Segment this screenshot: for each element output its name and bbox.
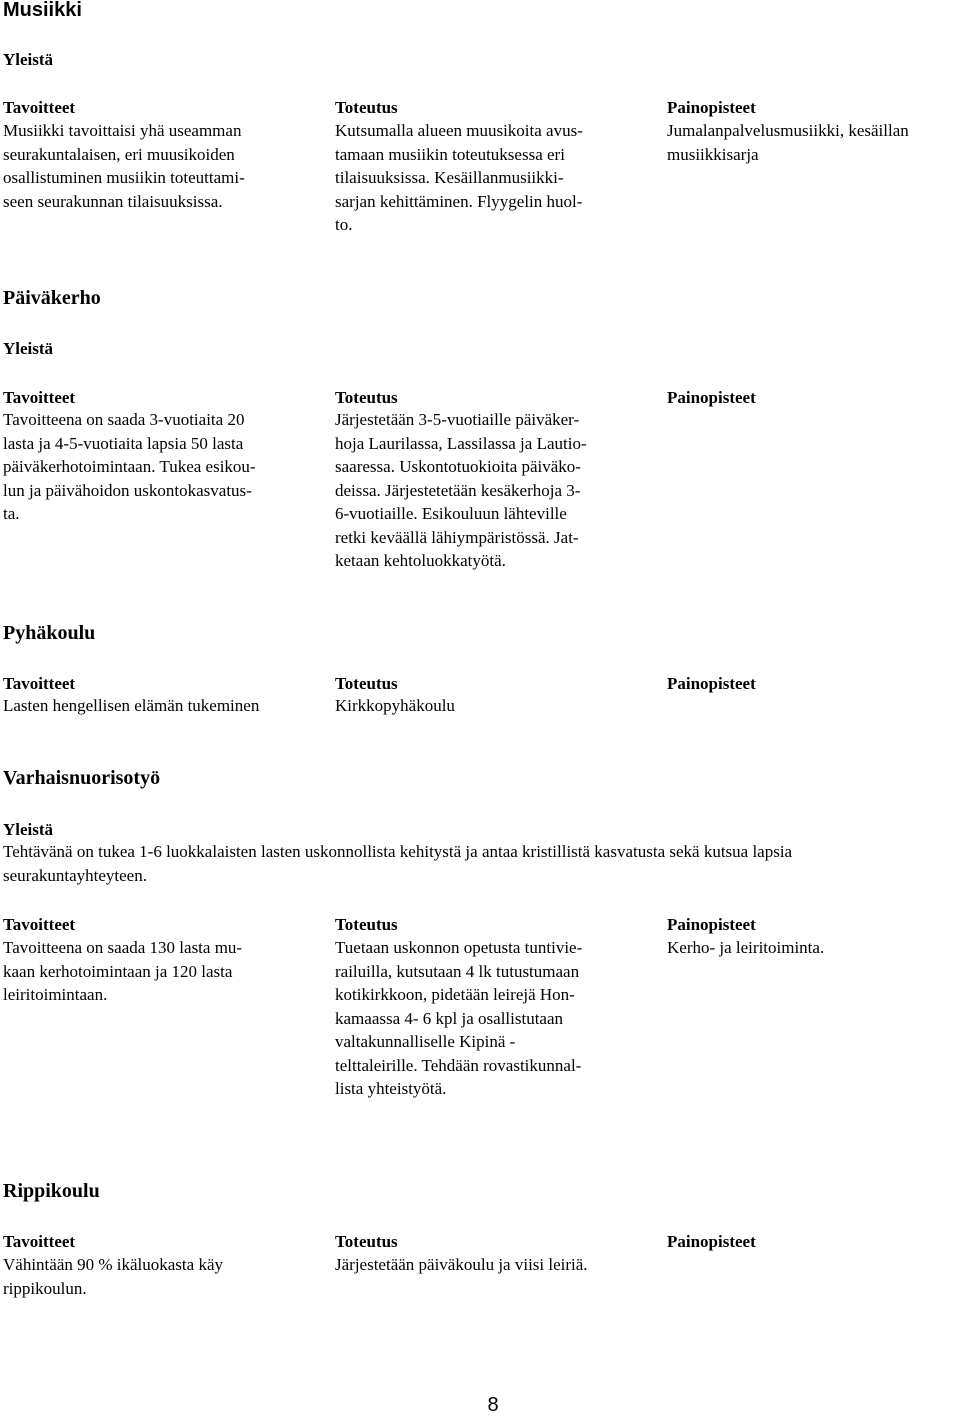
section-title-pyhakoulu: Pyhäkoulu bbox=[3, 622, 96, 644]
text-line: Musiikki tavoittaisi yhä useamman bbox=[3, 121, 242, 140]
painopisteet-header-musiikki: Painopisteet bbox=[667, 98, 756, 117]
tavoitteet-header-musiikki: Tavoitteet bbox=[3, 98, 76, 117]
text-line: Kutsumalla alueen muusikoita avus- bbox=[335, 121, 583, 140]
text-line: Tavoitteena on saada 3-vuotiaita 20 bbox=[3, 410, 245, 429]
text-line: tilaisuuksissa. Kesäillanmusiikki- bbox=[335, 168, 564, 187]
yleista-text-varhaisnuorisotyo bbox=[3, 840, 792, 887]
toteutus-header-paivakerho: Toteutus bbox=[335, 388, 398, 407]
text-line: Lasten hengellisen elämän tukeminen bbox=[3, 696, 260, 715]
painopisteet-header-paivakerho: Painopisteet bbox=[667, 388, 756, 407]
text-line: telttaleirille. Tehdään rovastikunnal- bbox=[335, 1055, 582, 1075]
text-line: valtakunnalliselle Kipinä - bbox=[335, 1032, 516, 1051]
text-line: musiikkisarja bbox=[667, 144, 759, 164]
toteutus-header-pyhakoulu: Toteutus bbox=[335, 674, 398, 693]
toteutus-header-musiikki: Toteutus bbox=[335, 98, 398, 117]
text-line: ta. bbox=[3, 504, 20, 523]
text-line: deissa. Järjestetetään kesäkerhoja 3- bbox=[335, 480, 581, 500]
yleista-label-musiikki: Yleistä bbox=[3, 50, 54, 69]
text-line: Vähintään 90 % ikäluokasta käy bbox=[3, 1255, 223, 1274]
text-line: sarjan kehittäminen. Flyygelin huol- bbox=[335, 191, 583, 211]
text-line: retki keväällä lähiympäristössä. Jat- bbox=[335, 527, 579, 547]
text-line: hoja Laurilassa, Lassilassa ja Lautio- bbox=[335, 433, 587, 453]
text-line: osallistuminen musiikin toteuttami- bbox=[3, 168, 245, 187]
section-title-paivakerho: Päiväkerho bbox=[3, 287, 101, 309]
painopisteet-header-varhaisnuorisotyo: Painopisteet bbox=[667, 915, 756, 934]
text-line: kaan kerhotoimintaan ja 120 lasta bbox=[3, 961, 233, 981]
tavoitteet-header-pyhakoulu: Tavoitteet bbox=[3, 674, 76, 693]
yleista-label-paivakerho: Yleistä bbox=[3, 339, 54, 358]
painopisteet-text-varhaisnuorisotyo bbox=[667, 936, 824, 960]
tavoitteet-header-rippikoulu: Tavoitteet bbox=[3, 1232, 76, 1251]
toteutus-header-varhaisnuorisotyo: Toteutus bbox=[335, 915, 398, 934]
painopisteet-text-musiikki bbox=[667, 119, 909, 166]
text-line: rippikoulun. bbox=[3, 1278, 87, 1298]
tavoitteet-text-rippikoulu bbox=[3, 1253, 223, 1300]
text-line: päiväkerhotoimintaan. Tukea esikou- bbox=[3, 457, 256, 476]
text-line: tamaan musiikin toteutuksessa eri bbox=[335, 144, 565, 164]
yleista-label-varhaisnuorisotyo: Yleistä bbox=[3, 820, 54, 839]
text-line: saaressa. Uskontotuokioita päiväko- bbox=[335, 457, 581, 476]
text-line: to. bbox=[335, 215, 353, 234]
text-line: Jumalanpalvelusmusiikki, kesäillan bbox=[667, 121, 909, 140]
text-line: Tuetaan uskonnon opetusta tuntivie- bbox=[335, 938, 583, 957]
text-line: 6-vuotiaille. Esikouluun lähteville bbox=[335, 504, 567, 523]
section-title-varhaisnuorisotyo: Varhaisnuorisotyö bbox=[3, 767, 161, 789]
text-line: seurakuntalaisen, eri muusikoiden bbox=[3, 144, 235, 164]
page-number: 8 bbox=[487, 1394, 499, 1416]
toteutus-text-paivakerho bbox=[335, 408, 587, 573]
text-line: leiritoimintaan. bbox=[3, 985, 108, 1004]
text-line: railuilla, kutsutaan 4 lk tutustumaan bbox=[335, 961, 580, 981]
toteutus-header-rippikoulu: Toteutus bbox=[335, 1232, 398, 1251]
text-line: ketaan kehtoluokkatyötä. bbox=[335, 551, 506, 570]
painopisteet-header-pyhakoulu: Painopisteet bbox=[667, 674, 756, 693]
tavoitteet-header-varhaisnuorisotyo: Tavoitteet bbox=[3, 915, 76, 934]
text-line: seen seurakunnan tilaisuuksissa. bbox=[3, 191, 223, 211]
text-line: Tavoitteena on saada 130 lasta mu- bbox=[3, 938, 243, 957]
text-line: lun ja päivähoidon uskontokasvatus- bbox=[3, 480, 252, 500]
toteutus-text-musiikki bbox=[335, 119, 583, 237]
text-line: kamaassa 4- 6 kpl ja osallistutaan bbox=[335, 1008, 564, 1028]
tavoitteet-text-paivakerho bbox=[3, 408, 256, 526]
text-line: lista yhteistyötä. bbox=[335, 1079, 447, 1098]
section-title-rippikoulu: Rippikoulu bbox=[3, 1180, 100, 1202]
section-title-musiikki: Musiikki bbox=[3, 0, 82, 21]
painopisteet-header-rippikoulu: Painopisteet bbox=[667, 1232, 756, 1251]
toteutus-text-rippikoulu bbox=[335, 1253, 588, 1277]
text-line: seurakuntayhteyteen. bbox=[3, 865, 147, 885]
toteutus-text-varhaisnuorisotyo bbox=[335, 936, 582, 1101]
tavoitteet-header-paivakerho: Tavoitteet bbox=[3, 388, 76, 407]
tavoitteet-text-varhaisnuorisotyo bbox=[3, 936, 242, 1007]
text-line: lasta ja 4-5-vuotiaita lapsia 50 lasta bbox=[3, 433, 244, 453]
text-line: Tehtävänä on tukea 1-6 luokkalaisten lasten uskonnollista kehitystä ja antaa kristillistä kasvatusta sekä kutsua lapsia bbox=[3, 842, 793, 861]
text-line: Järjestetään päiväkoulu ja viisi leiriä. bbox=[335, 1255, 588, 1274]
tavoitteet-text-musiikki bbox=[3, 119, 245, 213]
tavoitteet-text-pyhakoulu bbox=[3, 694, 259, 718]
toteutus-text-pyhakoulu bbox=[335, 694, 455, 718]
text-line: Järjestetään 3-5-vuotiaille päiväker- bbox=[335, 410, 580, 429]
text-line: kotikirkkoon, pidetään leirejä Hon- bbox=[335, 985, 575, 1004]
text-line: Kerho- ja leiritoiminta. bbox=[667, 938, 825, 957]
text-line: Kirkkopyhäkoulu bbox=[335, 696, 455, 715]
